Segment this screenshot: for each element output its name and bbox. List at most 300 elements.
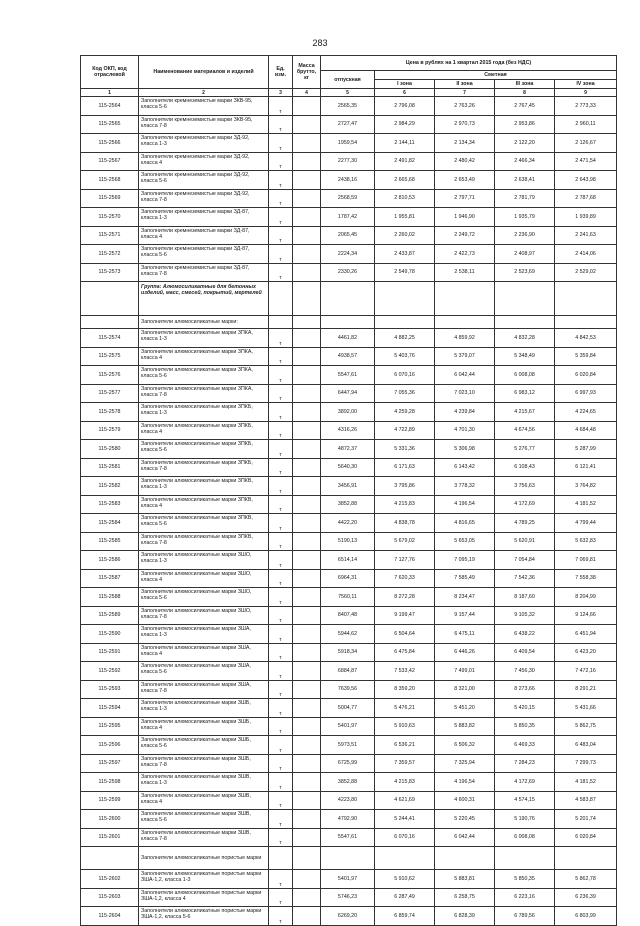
cell-unit: т <box>269 152 293 171</box>
cell-mass <box>293 643 321 662</box>
header-release: отпускная <box>321 71 375 89</box>
cell-name: Заполнители кремнеземистые марки ЗКВ-95, класса 5-6 <box>139 97 269 116</box>
cell-price: 7 284,23 <box>495 754 555 773</box>
cell-code: 115-2601 <box>81 828 139 847</box>
subheading-text: Заполнители алюмосиликатные пористые марки <box>139 847 269 870</box>
cell-unit: т <box>269 384 293 403</box>
cell-unit: т <box>269 662 293 681</box>
cell-code: 115-2568 <box>81 171 139 190</box>
cell-price: 2 466,34 <box>495 152 555 171</box>
cell-price: 4461,82 <box>321 329 375 348</box>
cell-price: 3892,00 <box>321 403 375 422</box>
cell-name: Заполнители алюмосиликатные марки ЗПКА, класса 7-8 <box>139 384 269 403</box>
cell-mass <box>293 680 321 699</box>
cell-price: 8 272,28 <box>375 588 435 607</box>
cell-unit: т <box>269 514 293 533</box>
cell-price: 9 124,66 <box>555 606 617 625</box>
cell-empty <box>293 847 321 870</box>
cell-price: 5 276,77 <box>495 440 555 459</box>
cell-price: 2438,16 <box>321 171 375 190</box>
cell-mass <box>293 440 321 459</box>
cell-name: Заполнители алюмосиликатные марки ЗШВ, класса 7-8 <box>139 828 269 847</box>
cell-name: Заполнители кремнеземистые марки ЗД-87, класса 5-6 <box>139 245 269 264</box>
cell-unit: т <box>269 606 293 625</box>
table-row <box>81 699 617 718</box>
cell-price: 4 600,31 <box>435 791 495 810</box>
page-number: 283 <box>312 38 328 48</box>
cell-unit: т <box>269 347 293 366</box>
table-row <box>81 329 617 348</box>
cell-name: Заполнители алюмосиликатные марки ЗША, класса 4 <box>139 643 269 662</box>
cell-mass <box>293 662 321 681</box>
cell-mass <box>293 134 321 153</box>
cell-code: 115-2571 <box>81 226 139 245</box>
cell-price: 5547,61 <box>321 366 375 385</box>
cell-empty <box>293 316 321 329</box>
cell-code: 115-2599 <box>81 791 139 810</box>
cell-mass <box>293 384 321 403</box>
cell-code: 115-2590 <box>81 625 139 644</box>
cell-price: 2 414,06 <box>555 245 617 264</box>
cell-name: Заполнители кремнеземистые марки ЗД-92, класса 5-6 <box>139 171 269 190</box>
cell-empty <box>495 847 555 870</box>
cell-name: Заполнители алюмосиликатные марки ЗПКБ, класса 4 <box>139 421 269 440</box>
cell-code: 115-2603 <box>81 888 139 907</box>
cell-price: 6 143,42 <box>435 458 495 477</box>
cell-name: Заполнители алюмосиликатные марки ЗША, класса 1-3 <box>139 625 269 644</box>
cell-mass <box>293 329 321 348</box>
cell-price: 5 476,21 <box>375 699 435 718</box>
column-index: 1 <box>81 89 139 97</box>
cell-price: 5190,13 <box>321 532 375 551</box>
cell-code: 115-2579 <box>81 421 139 440</box>
cell-unit: т <box>269 643 293 662</box>
column-index: 7 <box>435 89 495 97</box>
cell-price: 4 832,28 <box>495 329 555 348</box>
cell-mass <box>293 569 321 588</box>
cell-empty <box>321 847 375 870</box>
cell-name: Заполнители алюмосиликатные марки ЗША, класса 5-6 <box>139 662 269 681</box>
cell-price: 5 201,74 <box>555 810 617 829</box>
cell-price: 8 273,66 <box>495 680 555 699</box>
cell-name: Заполнители алюмосиликатные пористые марки ЗША-1,2, класса 4 <box>139 888 269 907</box>
cell-empty <box>375 282 435 316</box>
cell-unit: т <box>269 588 293 607</box>
cell-price: 5640,30 <box>321 458 375 477</box>
cell-unit: т <box>269 699 293 718</box>
cell-mass <box>293 888 321 907</box>
column-index: 3 <box>269 89 293 97</box>
cell-price: 7 325,94 <box>435 754 495 773</box>
header-name: Наименование материалов и изделий <box>139 56 269 89</box>
cell-price: 2 126,67 <box>555 134 617 153</box>
cell-price: 6725,99 <box>321 754 375 773</box>
cell-code: 115-2578 <box>81 403 139 422</box>
table-row <box>81 366 617 385</box>
cell-price: 4 181,52 <box>555 773 617 792</box>
cell-price: 2 471,54 <box>555 152 617 171</box>
cell-price: 2 408,97 <box>495 245 555 264</box>
cell-name: Заполнители алюмосиликатные марки ЗШБ, класса 1-3 <box>139 699 269 718</box>
cell-mass <box>293 263 321 282</box>
cell-price: 2 638,41 <box>495 171 555 190</box>
group-heading-text: Группа: Алюмосиликатные для бетонных изделий, масс, смесей, покрытий, мертелей <box>139 282 269 316</box>
cell-unit: т <box>269 828 293 847</box>
table-row <box>81 625 617 644</box>
cell-unit: т <box>269 532 293 551</box>
table-row <box>81 828 617 847</box>
cell-unit: т <box>269 717 293 736</box>
cell-code: 115-2588 <box>81 588 139 607</box>
table-row <box>81 495 617 514</box>
cell-mass <box>293 810 321 829</box>
cell-price: 8 321,00 <box>435 680 495 699</box>
cell-code: 115-2573 <box>81 263 139 282</box>
subheading <box>81 847 617 870</box>
column-index: 2 <box>139 89 269 97</box>
cell-price: 2 767,45 <box>495 97 555 116</box>
cell-price: 6884,87 <box>321 662 375 681</box>
cell-price: 5 359,84 <box>555 347 617 366</box>
table-row <box>81 736 617 755</box>
cell-mass <box>293 208 321 227</box>
cell-name: Заполнители алюмосиликатные марки ЗШО, класса 4 <box>139 569 269 588</box>
cell-price: 2565,35 <box>321 97 375 116</box>
table-row <box>81 870 617 889</box>
cell-name: Заполнители кремнеземистые марки ЗД-92, класса 4 <box>139 152 269 171</box>
cell-unit: т <box>269 226 293 245</box>
cell-unit: т <box>269 115 293 134</box>
cell-price: 2 763,26 <box>435 97 495 116</box>
cell-price: 3852,88 <box>321 495 375 514</box>
cell-price: 6 469,33 <box>495 736 555 755</box>
cell-price: 5746,23 <box>321 888 375 907</box>
cell-price: 5 910,63 <box>375 717 435 736</box>
cell-price: 5004,77 <box>321 699 375 718</box>
table-row <box>81 810 617 829</box>
cell-price: 4 859,92 <box>435 329 495 348</box>
cell-price: 5401,97 <box>321 717 375 736</box>
cell-price: 5 287,99 <box>555 440 617 459</box>
cell-price: 2 241,63 <box>555 226 617 245</box>
cell-price: 5 883,81 <box>435 870 495 889</box>
cell-price: 4 224,65 <box>555 403 617 422</box>
cell-price: 2330,26 <box>321 263 375 282</box>
cell-name: Заполнители алюмосиликатные пористые марки ЗША-1,2, класса 5-6 <box>139 907 269 926</box>
cell-price: 6 121,41 <box>555 458 617 477</box>
cell-price: 5 348,49 <box>495 347 555 366</box>
column-index: 6 <box>375 89 435 97</box>
cell-name: Заполнители алюмосиликатные марки ЗШБ, класса 4 <box>139 717 269 736</box>
column-index: 9 <box>555 89 617 97</box>
cell-empty <box>555 847 617 870</box>
cell-name: Заполнители алюмосиликатные марки ЗПКВ, класса 7-8 <box>139 532 269 551</box>
cell-mass <box>293 588 321 607</box>
cell-mass <box>293 458 321 477</box>
cell-price: 1 939,89 <box>555 208 617 227</box>
cell-code: 115-2566 <box>81 134 139 153</box>
cell-price: 5 862,78 <box>555 870 617 889</box>
cell-price: 6447,94 <box>321 384 375 403</box>
cell-name: Заполнители алюмосиликатные марки ЗПКА, класса 1-3 <box>139 329 269 348</box>
cell-price: 8 291,21 <box>555 680 617 699</box>
cell-unit: т <box>269 551 293 570</box>
cell-code: 115-2564 <box>81 97 139 116</box>
cell-price: 6 171,63 <box>375 458 435 477</box>
cell-mass <box>293 347 321 366</box>
table-row <box>81 662 617 681</box>
cell-price: 8407,48 <box>321 606 375 625</box>
table-row <box>81 245 617 264</box>
cell-code: 115-2592 <box>81 662 139 681</box>
table-row <box>81 907 617 926</box>
cell-price: 3852,88 <box>321 773 375 792</box>
cell-price: 5 244,41 <box>375 810 435 829</box>
cell-price: 6964,31 <box>321 569 375 588</box>
cell-name: Заполнители алюмосиликатные марки ЗША, класса 7-8 <box>139 680 269 699</box>
cell-price: 4 196,54 <box>435 495 495 514</box>
cell-price: 2277,30 <box>321 152 375 171</box>
cell-price: 2 134,34 <box>435 134 495 153</box>
cell-code: 115-2600 <box>81 810 139 829</box>
cell-price: 5 850,35 <box>495 870 555 889</box>
header-price-title: Цена в рублях на 1 квартал 2015 года (без НДС) <box>321 56 617 71</box>
cell-code: 115-2577 <box>81 384 139 403</box>
cell-price: 5 653,05 <box>435 532 495 551</box>
cell-name: Заполнители алюмосиликатные марки ЗПКА, класса 4 <box>139 347 269 366</box>
cell-empty <box>293 282 321 316</box>
cell-code: 115-2586 <box>81 551 139 570</box>
cell-price: 6 042,44 <box>435 828 495 847</box>
cell-unit: т <box>269 458 293 477</box>
cell-price: 7 456,30 <box>495 662 555 681</box>
table-row <box>81 208 617 227</box>
cell-mass <box>293 245 321 264</box>
cell-unit: т <box>269 907 293 926</box>
table-row <box>81 403 617 422</box>
cell-unit: т <box>269 495 293 514</box>
cell-price: 6 828,39 <box>435 907 495 926</box>
cell-price: 2 260,02 <box>375 226 435 245</box>
cell-price: 4 215,67 <box>495 403 555 422</box>
cell-price: 2 781,79 <box>495 189 555 208</box>
table-row <box>81 888 617 907</box>
cell-unit: т <box>269 366 293 385</box>
table-row <box>81 754 617 773</box>
cell-price: 5401,97 <box>321 870 375 889</box>
cell-price: 4 215,83 <box>375 773 435 792</box>
cell-price: 2 480,42 <box>435 152 495 171</box>
cell-empty <box>435 847 495 870</box>
cell-price: 6 236,39 <box>555 888 617 907</box>
cell-price: 5547,61 <box>321 828 375 847</box>
header-zone-4: IV зона <box>555 80 617 89</box>
cell-price: 5944,62 <box>321 625 375 644</box>
cell-name: Заполнители алюмосиликатные марки ЗШО, класса 5-6 <box>139 588 269 607</box>
cell-mass <box>293 736 321 755</box>
cell-price: 6 258,75 <box>435 888 495 907</box>
table-row <box>81 606 617 625</box>
cell-price: 4 196,54 <box>435 773 495 792</box>
cell-price: 2 538,11 <box>435 263 495 282</box>
cell-price: 7639,56 <box>321 680 375 699</box>
cell-mass <box>293 403 321 422</box>
cell-name: Заполнители кремнеземистые марки ЗД-87, класса 1-3 <box>139 208 269 227</box>
cell-unit: т <box>269 810 293 829</box>
cell-price: 7 023,10 <box>435 384 495 403</box>
cell-price: 7 558,38 <box>555 569 617 588</box>
cell-price: 9 199,47 <box>375 606 435 625</box>
cell-price: 6 506,32 <box>435 736 495 755</box>
cell-empty <box>495 316 555 329</box>
cell-price: 5918,34 <box>321 643 375 662</box>
cell-name: Заполнители алюмосиликатные марки ЗШБ, класса 5-6 <box>139 736 269 755</box>
cell-empty <box>435 316 495 329</box>
cell-unit: т <box>269 263 293 282</box>
cell-price: 4 259,28 <box>375 403 435 422</box>
cell-code: 115-2602 <box>81 870 139 889</box>
cell-empty <box>555 316 617 329</box>
cell-price: 3 795,86 <box>375 477 435 496</box>
cell-price: 2 953,86 <box>495 115 555 134</box>
cell-price: 2 960,11 <box>555 115 617 134</box>
cell-price: 2 236,90 <box>495 226 555 245</box>
cell-price: 6 451,94 <box>555 625 617 644</box>
cell-price: 7 055,36 <box>375 384 435 403</box>
cell-code: 115-2575 <box>81 347 139 366</box>
cell-price: 7 054,84 <box>495 551 555 570</box>
cell-price: 2 433,87 <box>375 245 435 264</box>
table-row <box>81 384 617 403</box>
cell-price: 3456,91 <box>321 477 375 496</box>
cell-price: 2 787,68 <box>555 189 617 208</box>
cell-price: 2224,34 <box>321 245 375 264</box>
cell-price: 5 451,20 <box>435 699 495 718</box>
cell-price: 3 778,32 <box>435 477 495 496</box>
cell-mass <box>293 226 321 245</box>
cell-price: 2 529,02 <box>555 263 617 282</box>
header-mass: Масса брутто, кг <box>293 56 321 89</box>
cell-price: 6 108,43 <box>495 458 555 477</box>
table-row <box>81 440 617 459</box>
cell-code: 115-2596 <box>81 736 139 755</box>
cell-price: 6 483,04 <box>555 736 617 755</box>
cell-unit: т <box>269 569 293 588</box>
cell-price: 7 359,57 <box>375 754 435 773</box>
cell-price: 2 797,71 <box>435 189 495 208</box>
cell-code: 115-2565 <box>81 115 139 134</box>
cell-price: 7 069,81 <box>555 551 617 570</box>
cell-price: 5 883,82 <box>435 717 495 736</box>
cell-price: 4 674,56 <box>495 421 555 440</box>
cell-mass <box>293 171 321 190</box>
cell-price: 7 299,73 <box>555 754 617 773</box>
cell-code: 115-2576 <box>81 366 139 385</box>
cell-code: 115-2597 <box>81 754 139 773</box>
cell-price: 2 122,20 <box>495 134 555 153</box>
cell-price: 6 409,54 <box>495 643 555 662</box>
table-row <box>81 115 617 134</box>
cell-price: 6 859,74 <box>375 907 435 926</box>
cell-mass <box>293 828 321 847</box>
cell-unit: т <box>269 245 293 264</box>
cell-price: 5 190,76 <box>495 810 555 829</box>
cell-name: Заполнители алюмосиликатные марки ЗШВ, класса 1-3 <box>139 773 269 792</box>
cell-unit: т <box>269 329 293 348</box>
cell-price: 1 946,90 <box>435 208 495 227</box>
cell-price: 4 181,52 <box>555 495 617 514</box>
cell-mass <box>293 152 321 171</box>
cell-mass <box>293 514 321 533</box>
cell-price: 2 984,29 <box>375 115 435 134</box>
cell-empty <box>269 316 293 329</box>
cell-price: 4 583,87 <box>555 791 617 810</box>
cell-code: 115-2585 <box>81 532 139 551</box>
cell-price: 5 679,02 <box>375 532 435 551</box>
cell-price: 6 504,64 <box>375 625 435 644</box>
table-row <box>81 514 617 533</box>
cell-price: 6 070,16 <box>375 366 435 385</box>
cell-name: Заполнители алюмосиликатные марки ЗШВ, класса 4 <box>139 791 269 810</box>
cell-name: Заполнители алюмосиликатные марки ЗПКБ, класса 7-8 <box>139 458 269 477</box>
cell-empty <box>375 316 435 329</box>
table-row <box>81 773 617 792</box>
cell-price: 9 157,44 <box>435 606 495 625</box>
cell-price: 7 472,16 <box>555 662 617 681</box>
cell-price: 6 475,11 <box>435 625 495 644</box>
cell-price: 7 585,49 <box>435 569 495 588</box>
cell-name: Заполнители кремнеземистые марки ЗД-87, класса 4 <box>139 226 269 245</box>
cell-price: 1959,54 <box>321 134 375 153</box>
cell-price: 6 070,16 <box>375 828 435 847</box>
cell-price: 4 621,69 <box>375 791 435 810</box>
cell-empty <box>321 316 375 329</box>
cell-code: 115-2580 <box>81 440 139 459</box>
cell-empty <box>321 282 375 316</box>
table-row <box>81 477 617 496</box>
table-row <box>81 226 617 245</box>
cell-unit: т <box>269 625 293 644</box>
cell-code: 115-2587 <box>81 569 139 588</box>
cell-price: 6269,20 <box>321 907 375 926</box>
cell-mass <box>293 625 321 644</box>
table-row <box>81 717 617 736</box>
cell-empty <box>495 282 555 316</box>
cell-price: 5 910,62 <box>375 870 435 889</box>
column-index: 8 <box>495 89 555 97</box>
header-zone-1: I зона <box>375 80 435 89</box>
cell-price: 5 620,91 <box>495 532 555 551</box>
table-row <box>81 347 617 366</box>
cell-code: 115-2598 <box>81 773 139 792</box>
cell-price: 2 643,98 <box>555 171 617 190</box>
cell-price: 7 620,33 <box>375 569 435 588</box>
cell-price: 4 799,44 <box>555 514 617 533</box>
cell-price: 5973,51 <box>321 736 375 755</box>
cell-mass <box>293 477 321 496</box>
cell-mass <box>293 606 321 625</box>
cell-empty <box>375 847 435 870</box>
cell-price: 6 008,08 <box>495 828 555 847</box>
cell-name: Заполнители алюмосиликатные марки ЗШВ, класса 5-6 <box>139 810 269 829</box>
cell-unit: т <box>269 97 293 116</box>
cell-price: 4 574,15 <box>495 791 555 810</box>
cell-price: 5 306,98 <box>435 440 495 459</box>
cell-price: 6 423,20 <box>555 643 617 662</box>
cell-price: 2 491,82 <box>375 152 435 171</box>
cell-price: 6 287,49 <box>375 888 435 907</box>
cell-price: 5 331,36 <box>375 440 435 459</box>
